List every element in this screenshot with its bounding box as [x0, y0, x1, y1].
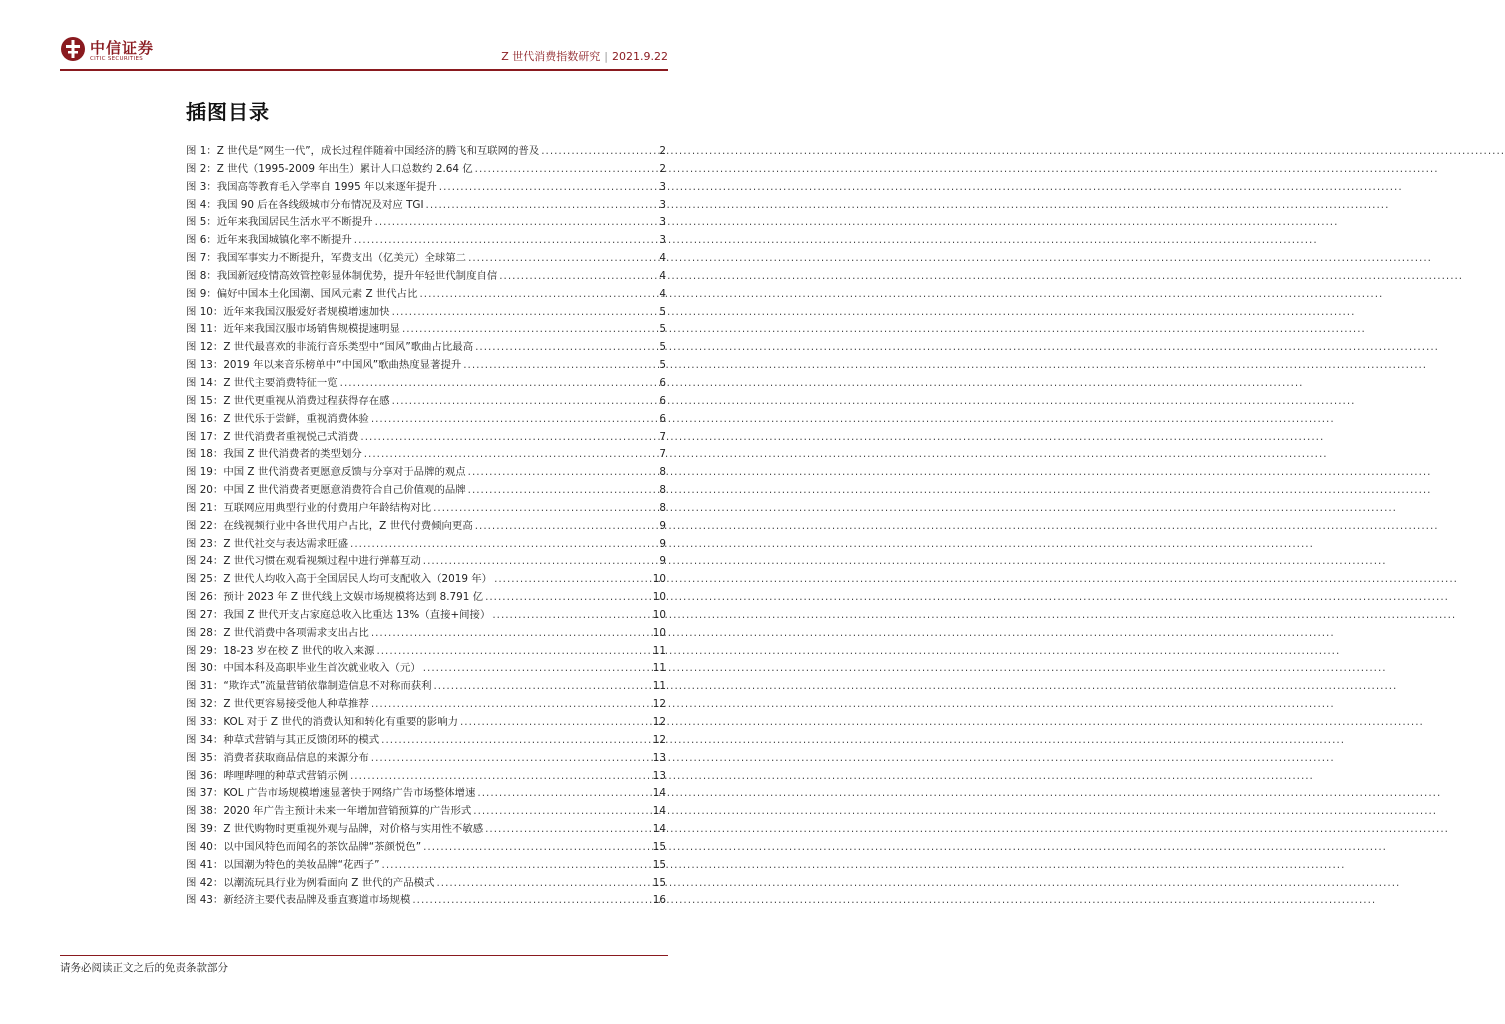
- toc-entry-title: Z 世代消费中各项需求支出占比: [223, 626, 369, 639]
- toc-entry[interactable]: [186, 161, 666, 179]
- toc-entry-page: 15: [652, 840, 666, 853]
- toc-entry-page: 14: [652, 787, 666, 800]
- toc-entry-number: 图 14：: [186, 376, 224, 389]
- toc-leader-dots: [350, 768, 651, 786]
- footer-divider: [60, 955, 668, 956]
- toc-entry-number: 图 3：: [186, 180, 217, 193]
- toc-entry[interactable]: [186, 304, 666, 322]
- toc-entry-title: 我国高等教育毛入学率自 1995 年以来逐年提升: [216, 180, 437, 193]
- toc-entry-number: 图 26：: [186, 591, 224, 604]
- toc-entry[interactable]: [186, 268, 666, 286]
- toc-entry-number: 图 37：: [186, 787, 224, 800]
- toc-entry-number: 图 24：: [186, 555, 224, 568]
- toc-entry-number: 图 5：: [186, 216, 217, 229]
- toc-entry-number: 图 8：: [186, 269, 217, 282]
- toc-entry-title: 我国 90 后在各线级城市分布情况及对应 TGI: [216, 198, 424, 211]
- toc-entry-title: Z 世代更重视从消费过程获得存在感: [223, 394, 390, 407]
- toc-leader-dots: [419, 286, 654, 304]
- toc-entry[interactable]: [186, 875, 666, 893]
- toc-entry-page: 3: [659, 180, 666, 193]
- toc-entry-page: 6: [659, 412, 666, 425]
- toc-entry-number: 图 31：: [186, 680, 224, 693]
- toc-entry-title: “欺诈式”流量营销依靠制造信息不对称而获利: [223, 680, 432, 693]
- toc-entry-page: 7: [659, 448, 666, 461]
- toc-entry-number: 图 22：: [186, 519, 224, 532]
- page-header: [60, 34, 668, 74]
- toc-leader-dots: [473, 803, 651, 821]
- toc-entry[interactable]: [186, 339, 666, 357]
- toc-entry-title: 偏好中国本土化国潮、国风元素 Z 世代占比: [216, 287, 418, 300]
- toc-entry-title: 种草式营销与其正反馈闭环的模式: [223, 733, 380, 746]
- toc-entry-number: 图 30：: [186, 662, 224, 675]
- toc-entry-page: 12: [652, 716, 666, 728]
- toc-entry-title: Z 世代主要消费特征一览: [223, 376, 338, 389]
- header-report-info: [501, 48, 668, 64]
- toc-leader-dots: [434, 678, 651, 696]
- toc-entry-number: 图 11：: [186, 323, 224, 336]
- toc-entry[interactable]: [186, 892, 666, 910]
- report-title: Z 世代消费指数研究: [501, 50, 601, 63]
- toc-leader-dots: [436, 875, 650, 893]
- toc-entry-page: 3: [659, 216, 666, 229]
- toc-entry-number: 图 17：: [186, 430, 224, 443]
- toc-entry[interactable]: [186, 321, 666, 339]
- toc-entry-page: 11: [652, 644, 666, 657]
- report-date: 2021.9.22: [612, 50, 668, 63]
- toc-entry[interactable]: [186, 696, 666, 714]
- toc-leader-dots: [468, 250, 654, 268]
- toc-entry-page: 11: [652, 662, 666, 675]
- toc-entry-page: 8: [659, 484, 666, 497]
- toc-entry[interactable]: [186, 589, 666, 607]
- toc-entry-page: 11: [652, 680, 666, 693]
- toc-leader-dots: [376, 643, 650, 661]
- citic-logo-icon: [60, 36, 86, 62]
- toc-entry[interactable]: [186, 357, 666, 375]
- toc-entry-page: 10: [652, 573, 666, 586]
- toc-entry-number: 图 35：: [186, 751, 224, 764]
- toc-entry-page: 16: [652, 894, 666, 907]
- toc-leader-dots: [433, 500, 654, 518]
- toc-leader-dots: [485, 589, 651, 607]
- toc-entry-number: 图 20：: [186, 484, 224, 497]
- toc-entry-title: Z 世代习惯在观看视频过程中进行弹幕互动: [223, 555, 421, 568]
- toc-entry[interactable]: [186, 750, 666, 768]
- toc-entry-number: 图 23：: [186, 537, 224, 550]
- toc-entry[interactable]: [186, 553, 666, 571]
- toc-entry[interactable]: [186, 678, 666, 696]
- toc-entry-title: 2019 年以来音乐榜单中“中国风”歌曲热度显著提升: [223, 359, 462, 372]
- toc-entry-title: KOL 广告市场规模增速显著快于网络广告市场整体增速: [223, 787, 476, 800]
- toc-entry-title: 我国军事实力不断提升，军费支出（亿美元）全球第二: [216, 252, 467, 265]
- toc-entry[interactable]: [186, 732, 666, 750]
- toc-entry-number: 图 28：: [186, 626, 224, 639]
- toc-leader-dots: [477, 785, 650, 803]
- toc-entry-page: 9: [659, 555, 666, 568]
- toc-entry-page: 15: [652, 876, 666, 889]
- toc-entry[interactable]: [186, 500, 666, 518]
- toc-entry-number: 图 33：: [186, 716, 224, 728]
- toc-entry-title: 中国 Z 世代消费者更愿意反馈与分享对于品牌的观点: [223, 466, 466, 479]
- toc-entry-page: 15: [652, 858, 666, 871]
- toc-entry-number: 图 2：: [186, 162, 217, 175]
- toc-entry-title: 以中国风特色而闻名的茶饮品牌“茶颜悦色”: [223, 840, 422, 853]
- toc-leader-dots: [375, 214, 654, 232]
- toc-entry-page: 3: [659, 234, 666, 247]
- toc-entry[interactable]: [186, 660, 666, 678]
- figure-list: [186, 143, 666, 910]
- toc-leader-dots: [468, 482, 654, 500]
- toc-entry[interactable]: [186, 785, 666, 803]
- toc-entry-title: Z 世代购物时更重视外观与品牌，对价格与实用性不敏感: [223, 823, 484, 836]
- logo-chinese-name: 中信证券: [90, 39, 155, 57]
- toc-entry[interactable]: [186, 179, 666, 197]
- toc-entry[interactable]: [186, 625, 666, 643]
- toc-entry[interactable]: [186, 393, 666, 411]
- toc-leader-dots: [423, 553, 654, 571]
- header-divider: [60, 69, 668, 71]
- toc-leader-dots: [371, 625, 651, 643]
- toc-entry-page: 12: [652, 698, 666, 711]
- toc-entry-title: Z 世代最喜欢的非流行音乐类型中“国风”歌曲占比最高: [223, 341, 474, 354]
- toc-leader-dots: [381, 732, 651, 750]
- toc-leader-dots: [494, 571, 651, 589]
- toc-entry-number: 图 42：: [186, 876, 224, 889]
- toc-entry[interactable]: [186, 214, 666, 232]
- toc-entry-page: 13: [652, 769, 666, 782]
- toc-entry-page: 2: [659, 162, 666, 175]
- toc-entry-page: 10: [652, 591, 666, 604]
- toc-entry-page: 9: [659, 519, 666, 532]
- toc-entry-number: 图 10：: [186, 305, 224, 318]
- toc-leader-dots: [485, 821, 651, 839]
- toc-entry[interactable]: [186, 803, 666, 821]
- toc-entry-number: 图 12：: [186, 341, 224, 354]
- toc-leader-dots: [423, 839, 651, 857]
- toc-leader-dots: [364, 446, 654, 464]
- toc-leader-dots: [371, 750, 651, 768]
- toc-entry-number: 图 1：: [186, 145, 217, 157]
- toc-entry-title: 哔哩哔哩的种草式营销示例: [223, 769, 348, 782]
- toc-entry[interactable]: [186, 446, 666, 464]
- toc-leader-dots: [340, 375, 654, 393]
- toc-entry[interactable]: [186, 429, 666, 447]
- toc-entry-title: 在线视频行业中各世代用户占比，Z 世代付费倾向更高: [223, 519, 473, 532]
- toc-leader-dots: [426, 197, 654, 215]
- toc-leader-dots: [412, 892, 650, 910]
- toc-entry[interactable]: [186, 482, 666, 500]
- toc-entry[interactable]: [186, 571, 666, 589]
- toc-entry-title: 以潮流玩具行业为例看面向 Z 世代的产品模式: [223, 876, 435, 889]
- toc-entry-title: 我国新冠疫情高效管控彰显体制优势，提升年轻世代制度自信: [216, 269, 498, 282]
- toc-leader-dots: [475, 518, 654, 536]
- toc-entry-title: Z 世代是“网生一代”，成长过程伴随着中国经济的腾飞和互联网的普及: [216, 145, 540, 157]
- toc-entry-number: 图 9：: [186, 287, 217, 300]
- toc-entry-number: 图 39：: [186, 823, 224, 836]
- toc-entry-title: Z 世代人均收入高于全国居民人均可支配收入（2019 年）: [223, 573, 493, 586]
- toc-entry-page: 2: [659, 145, 666, 157]
- toc-entry-page: 6: [659, 394, 666, 407]
- toc-entry-page: 4: [659, 252, 666, 265]
- toc-leader-dots: [499, 268, 654, 286]
- toc-entry-number: 图 21：: [186, 501, 224, 514]
- toc-entry-title: 以国潮为特色的美妆品牌“花西子”: [223, 858, 380, 871]
- toc-entry-page: 8: [659, 466, 666, 479]
- toc-entry-number: 图 16：: [186, 412, 224, 425]
- toc-entry-page: 10: [652, 626, 666, 639]
- toc-entry-page: 5: [659, 323, 666, 336]
- toc-leader-dots: [382, 857, 651, 875]
- toc-entry[interactable]: [186, 286, 666, 304]
- toc-entry-title: 消费者获取商品信息的来源分布: [223, 751, 369, 764]
- toc-entry-page: 14: [652, 805, 666, 818]
- toc-entry-title: Z 世代乐于尝鲜，重视消费体验: [223, 412, 369, 425]
- toc-entry-number: 图 13：: [186, 359, 224, 372]
- toc-entry[interactable]: [186, 857, 666, 875]
- toc-entry-page: 5: [659, 305, 666, 318]
- toc-entry-title: 近年来我国城镇化率不断提升: [216, 234, 352, 247]
- toc-entry-number: 图 36：: [186, 769, 224, 782]
- toc-entry[interactable]: [186, 464, 666, 482]
- toc-entry[interactable]: [186, 250, 666, 268]
- toc-leader-dots: [468, 464, 654, 482]
- toc-entry-page: 4: [659, 269, 666, 282]
- toc-entry-title: 近年来我国汉服爱好者规模增速加快: [223, 305, 390, 318]
- toc-entry-page: 10: [652, 608, 666, 621]
- toc-entry-number: 图 25：: [186, 573, 224, 586]
- toc-entry-page: 14: [652, 823, 666, 836]
- toc-entry-title: 2020 年广告主预计未来一年增加营销预算的广告形式: [223, 805, 472, 818]
- toc-entry-page: 6: [659, 376, 666, 389]
- toc-leader-dots: [392, 304, 654, 322]
- toc-entry-page: 7: [659, 430, 666, 443]
- toc-entry-title: 新经济主要代表品牌及垂直赛道市场规模: [223, 894, 411, 907]
- toc-entry-title: KOL 对于 Z 世代的消费认知和转化有重要的影响力: [223, 716, 458, 728]
- toc-entry[interactable]: [186, 643, 666, 661]
- toc-entry-number: 图 6：: [186, 234, 217, 247]
- toc-leader-dots: [360, 429, 654, 447]
- toc-leader-dots: [475, 161, 654, 179]
- toc-entry-title: 预计 2023 年 Z 世代线上文娱市场规模将达到 8.791 亿: [223, 591, 484, 604]
- toc-entry-number: 图 4：: [186, 198, 217, 211]
- footer-disclaimer: 请务必阅读正文之后的免责条款部分: [60, 962, 228, 974]
- toc-leader-dots: [423, 660, 651, 678]
- toc-entry-page: 5: [659, 359, 666, 372]
- toc-leader-dots: [371, 696, 651, 714]
- toc-entry-title: 中国本科及高职毕业生首次就业收入（元）: [223, 662, 421, 675]
- toc-leader-dots: [354, 232, 654, 250]
- toc-entry[interactable]: [186, 536, 666, 554]
- toc-entry-number: 图 38：: [186, 805, 224, 818]
- toc-entry-title: Z 世代（1995-2009 年出生）累计人口总数约 2.64 亿: [216, 162, 473, 175]
- toc-entry-number: 图 34：: [186, 733, 224, 746]
- toc-entry-number: 图 43：: [186, 894, 224, 907]
- toc-entry-page: 9: [659, 537, 666, 550]
- toc-entry-page: 13: [652, 751, 666, 764]
- toc-entry-page: 8: [659, 501, 666, 514]
- toc-entry[interactable]: [186, 768, 666, 786]
- toc-entry-title: Z 世代社交与表达需求旺盛: [223, 537, 349, 550]
- toc-entry[interactable]: [186, 607, 666, 625]
- toc-entry-number: 图 41：: [186, 858, 224, 871]
- toc-leader-dots: [541, 143, 654, 161]
- page-title: 插图目录: [186, 100, 270, 124]
- toc-entry[interactable]: [186, 714, 666, 732]
- toc-leader-dots: [439, 179, 654, 197]
- toc-entry-title: 近年来我国居民生活水平不断提升: [216, 216, 373, 229]
- toc-leader-dots: [392, 393, 654, 411]
- toc-entry-number: 图 7：: [186, 252, 217, 265]
- toc-entry-number: 图 40：: [186, 840, 224, 853]
- toc-entry[interactable]: [186, 143, 666, 161]
- toc-entry-page: 12: [652, 733, 666, 746]
- toc-entry[interactable]: [186, 411, 666, 429]
- header-separator: |: [604, 50, 609, 63]
- toc-entry-number: 图 15：: [186, 394, 224, 407]
- toc-entry-number: 图 19：: [186, 466, 224, 479]
- toc-entry-number: 图 18：: [186, 448, 224, 461]
- toc-entry-page: 3: [659, 198, 666, 211]
- citic-logo: [60, 34, 160, 68]
- toc-entry-page: 4: [659, 287, 666, 300]
- toc-entry[interactable]: [186, 821, 666, 839]
- toc-entry[interactable]: [186, 518, 666, 536]
- toc-leader-dots: [475, 339, 654, 357]
- toc-entry-title: 近年来我国汉服市场销售规模提速明显: [223, 323, 400, 336]
- toc-leader-dots: [460, 714, 651, 732]
- logo-english-name: CITIC SECURITIES: [90, 56, 144, 62]
- toc-entry-number: 图 27：: [186, 608, 224, 621]
- toc-entry-title: Z 世代消费者重视悦己式消费: [223, 430, 359, 443]
- toc-entry-title: 我国 Z 世代开支占家庭总收入比重达 13%（直接+间接）: [223, 608, 491, 621]
- toc-leader-dots: [371, 411, 654, 429]
- toc-leader-dots: [463, 357, 654, 375]
- toc-entry-title: 我国 Z 世代消费者的类型划分: [223, 448, 362, 461]
- toc-entry-page: 5: [659, 341, 666, 354]
- toc-entry-title: 互联网应用典型行业的付费用户年龄结构对比: [223, 501, 432, 514]
- toc-leader-dots: [350, 536, 654, 554]
- toc-entry-title: 中国 Z 世代消费者更愿意消费符合自己价值观的品牌: [223, 484, 466, 497]
- toc-entry[interactable]: [186, 375, 666, 393]
- toc-entry-title: 18-23 岁在校 Z 世代的收入来源: [223, 644, 375, 657]
- toc-entry-number: 图 32：: [186, 698, 224, 711]
- toc-entry[interactable]: [186, 197, 666, 215]
- toc-leader-dots: [402, 321, 654, 339]
- toc-entry[interactable]: [186, 232, 666, 250]
- toc-entry-title: Z 世代更容易接受他人种草推荐: [223, 698, 369, 711]
- toc-entry[interactable]: [186, 839, 666, 857]
- toc-leader-dots: [492, 607, 650, 625]
- toc-entry-number: 图 29：: [186, 644, 224, 657]
